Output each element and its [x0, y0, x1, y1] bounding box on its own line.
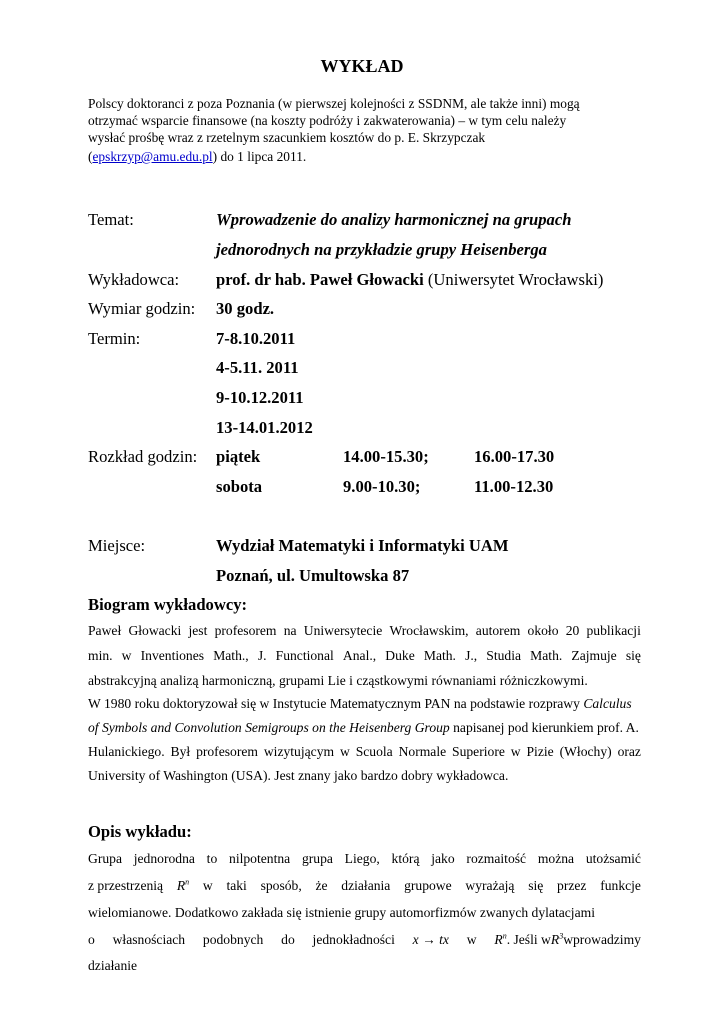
biogram-line-5 [88, 720, 639, 736]
wymiar-value: 30 godz. [216, 299, 275, 318]
biogram-line-6 [88, 744, 641, 760]
intro-paren: ( [88, 149, 93, 164]
math-exponent: n [185, 877, 190, 887]
biogram-line-4 [88, 696, 632, 712]
biogram-line-2 [88, 648, 641, 664]
word: działania [341, 878, 391, 893]
word: Inventiones [140, 648, 205, 663]
word: Pizie [526, 744, 554, 759]
word: w [510, 744, 521, 759]
biogram-line-7: University of Washington (USA). Jest znany jako bardzo dobry wykładowca. [88, 768, 509, 783]
word: Math., [213, 648, 249, 663]
word: przez [557, 878, 587, 893]
termin-date: 13-14.01.2012 [216, 418, 313, 437]
miejsce-line-1: Wydział Matematyki i Informatyki UAM [216, 536, 509, 555]
word: w [121, 648, 132, 663]
intro-line-1: Polscy doktoranci z poza Poznania (w pierwszej kolejności z SSDNM, ale także inni) mogą [88, 96, 580, 111]
word: autorem [475, 623, 521, 638]
word: Liego, [344, 851, 380, 866]
word: min. [88, 648, 113, 663]
word: Wrocławskim, [389, 623, 469, 638]
schedule-day: sobota [216, 477, 263, 496]
schedule-day: piątek [216, 447, 261, 466]
termin-date: 4-5.11. 2011 [216, 358, 299, 377]
schedule-slot: 16.00-17.30 [474, 447, 555, 466]
biogram-text: napisanej pod kierunkiem prof. A. [449, 720, 639, 735]
word: Głowacki [128, 623, 182, 638]
word: Grupa [88, 851, 122, 866]
word: Studia [486, 648, 522, 663]
lecturer-affiliation: (Uniwersytet Wrocławski) [423, 270, 604, 289]
termin-date: 9-10.12.2011 [216, 388, 304, 407]
word: Anal., [342, 648, 377, 663]
biogram-text: W 1980 roku doktoryzował się w Instytucie Matematycznym PAN na podstawie rozprawy [88, 696, 584, 711]
intro-line-3: wysłać prośbę wraz z rzetelnym szacunkiem kosztów do p. E. Skrzypczak [88, 130, 486, 145]
biogram-heading: Biogram wykładowcy: [88, 595, 248, 614]
word: o [88, 932, 95, 947]
word: taki [226, 878, 247, 893]
math-base: R [176, 878, 186, 893]
math-base: R [550, 932, 560, 947]
math-mapping: x → tx [412, 932, 449, 947]
word: Functional [275, 648, 334, 663]
word: Superiore [452, 744, 505, 759]
word: utożsamić [585, 851, 641, 866]
thesis-title-part: of Symbols and Convolution Semigroups on the Heisenberg Group [88, 720, 450, 735]
schedule-slot: 9.00-10.30; [343, 477, 421, 496]
word: wizytującym [263, 744, 335, 759]
word: wyrażają [465, 878, 515, 893]
word: się [528, 878, 544, 893]
word: grupa [301, 851, 333, 866]
word: Zajmuje [571, 648, 617, 663]
word: Paweł [88, 623, 122, 638]
word: Duke [385, 648, 415, 663]
word: Math. [530, 648, 563, 663]
temat-line-2: jednorodnych na przykładzie grupy Heisenberga [216, 240, 547, 259]
word: grupowe [404, 878, 452, 893]
math-Rn [177, 878, 189, 894]
opis-line-1 [88, 851, 641, 867]
opis-text: wprowadzimy [563, 932, 641, 947]
word: jako [431, 851, 455, 866]
word: Math. [423, 648, 456, 663]
biogram-line-3: abstrakcyjną analizą harmoniczną, grupami Lie i cząstkowymi równaniami różniczkowymi. [88, 673, 588, 688]
word: sposób, [260, 878, 302, 893]
word: się [625, 648, 641, 663]
word: profesorem [214, 623, 277, 638]
wykladowca-label: Wykładowca: [88, 270, 180, 289]
intro-line-4 [88, 149, 306, 165]
word: można [537, 851, 575, 866]
opis-line-3: wielomianowe. Dodatkowo zakłada się istnienie grupy automorfizmów zwanych dylatacjami [88, 905, 595, 920]
word: na [283, 623, 297, 638]
word: J. [257, 648, 267, 663]
rozklad-label: Rozkład godzin: [88, 447, 198, 466]
termin-date: 7-8.10.2011 [216, 329, 296, 348]
math-base: R [494, 932, 503, 947]
word: którą [391, 851, 420, 866]
intro-deadline: ) do 1 lipca 2011. [212, 149, 307, 164]
word: około [527, 623, 559, 638]
opis-heading: Opis wykładu: [88, 822, 192, 841]
opis-line-4 [88, 932, 641, 948]
word: że [315, 878, 328, 893]
word: własnościach [112, 932, 186, 947]
termin-label: Termin: [88, 329, 141, 348]
opis-line-5: działanie [88, 958, 138, 973]
word: jednokładności [312, 932, 395, 947]
word: J., [465, 648, 478, 663]
intro-line-2: otrzymać wsparcie finansowe (na koszty podróży i zakwaterowania) – w tym celu należy [88, 113, 567, 128]
math-exponent: n [502, 931, 507, 941]
word: jednorodna [133, 851, 195, 866]
miejsce-line-2: Poznań, ul. Umultowska 87 [216, 566, 410, 585]
word: oraz [617, 744, 641, 759]
word: nilpotentna [229, 851, 291, 866]
math-exponent: 3 [559, 931, 564, 941]
miejsce-label: Miejsce: [88, 536, 146, 555]
temat-line-1: Wprowadzenie do analizy harmonicznej na grupach [216, 210, 572, 229]
schedule-slot: 11.00-12.30 [474, 477, 554, 496]
word: profesorem [196, 744, 258, 759]
word: funkcje [600, 878, 641, 893]
word: jest [188, 623, 208, 638]
word: Był [170, 744, 191, 759]
word: w [339, 744, 350, 759]
word: to [206, 851, 218, 866]
word: podobnych [202, 932, 264, 947]
thesis-title-part: Calculus [583, 696, 632, 711]
opis-line-2 [88, 878, 641, 894]
word: Uniwersytecie [303, 623, 383, 638]
opis-text: z przestrzenią [88, 878, 164, 893]
lecturer-name: prof. dr hab. Paweł Głowacki [216, 270, 424, 289]
word: 20 [565, 623, 580, 638]
opis-text: . Jeśli w [506, 932, 551, 947]
wymiar-label: Wymiar godzin: [88, 299, 196, 318]
email-link[interactable]: epskrzyp@amu.edu.pl [92, 149, 213, 164]
page-title: WYKŁAD [320, 56, 404, 76]
word: Scuola [355, 744, 393, 759]
wykladowca-value [216, 270, 603, 290]
biogram-line-1 [88, 623, 641, 639]
word: w [202, 878, 213, 893]
word: publikacji [586, 623, 641, 638]
opis-text: w [466, 932, 477, 947]
word: Hulanickiego. [88, 744, 165, 759]
opis-text [494, 932, 641, 948]
word: do [281, 932, 295, 947]
schedule-slot: 14.00-15.30; [343, 447, 429, 466]
word: rozmaitość [466, 851, 527, 866]
word: Normale [398, 744, 447, 759]
temat-label: Temat: [88, 210, 134, 229]
word: (Włochy) [559, 744, 612, 759]
